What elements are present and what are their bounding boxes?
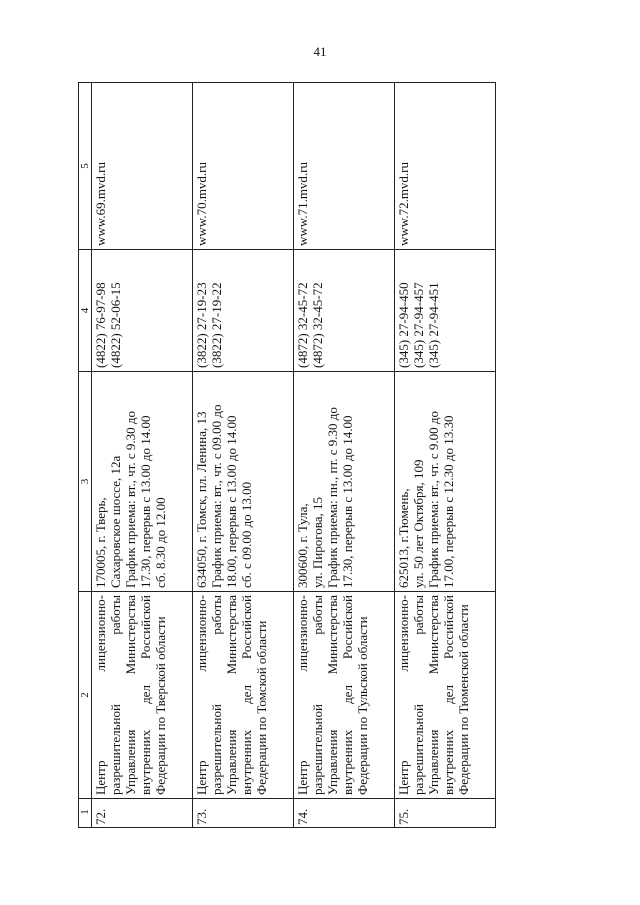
phone-numbers	[294, 250, 395, 372]
address-line: 300600, г. Тула,	[295, 503, 310, 588]
address-line: сб. с 09.00 до 13.00	[239, 481, 254, 588]
address-schedule	[395, 372, 496, 592]
address-line: График приема: вт., чт. с 09.00 до	[209, 404, 224, 588]
address-line: График приема: вт., чт. с 9.30 до	[123, 410, 138, 588]
organization-name: Центр лицензионно-разрешительной работы Управления Министерства внутренних дел Российской Федерации по Тверской области	[92, 592, 193, 799]
organization-name: Центр лицензионно-разрешительной работы Управления Министерства внутренних дел Российской Федерации по Тульской области	[294, 592, 395, 799]
address-line: График приема: пн., пт. с 9.30 до	[325, 407, 340, 588]
licensing-centers-table	[78, 82, 496, 828]
website: www.72.mvd.ru	[395, 83, 496, 250]
address-line: 170005, г. Тверь,	[93, 497, 108, 588]
phone-number: (345) 27-94-450	[396, 282, 411, 368]
address-line: 634050, г. Томск, пл. Ленина, 13	[194, 411, 209, 588]
column-number-4: 4	[79, 250, 92, 372]
rotated-table-container	[78, 90, 496, 828]
address-line: 625013, г.Тюмень,	[396, 488, 411, 588]
table-header-row	[79, 83, 92, 828]
page-number: 41	[313, 44, 327, 59]
table-row	[294, 83, 395, 828]
address-line: ул. 50 лет Октября, 109	[411, 459, 426, 588]
website: www.70.mvd.ru	[193, 83, 294, 250]
phone-numbers	[193, 250, 294, 372]
address-line: Сахаровское шоссе, 12а	[108, 455, 123, 588]
address-line: График приема: вт., чт. с 9.00 до	[426, 410, 441, 588]
website: www.69.mvd.ru	[92, 83, 193, 250]
website: www.71.mvd.ru	[294, 83, 395, 250]
address-line: 17.30, перерыв с 13.00 до 14.00	[340, 415, 355, 588]
phone-number: (4872) 32-45-72	[310, 282, 325, 368]
column-number-2: 2	[79, 592, 92, 799]
rotated-table	[78, 90, 496, 828]
address-line: сб. 8.30 до 12.00	[153, 497, 168, 588]
phone-number: (345) 27-94-451	[426, 282, 441, 368]
address-line: 17.00, перерыв с 12.30 до 13.30	[441, 415, 456, 588]
address-schedule	[92, 372, 193, 592]
phone-number: (3822) 27-19-22	[209, 282, 224, 368]
address-line: 18.00, перерыв с 13.00 до 14.00	[224, 415, 239, 588]
phone-numbers	[395, 250, 496, 372]
phone-number: (4822) 76-97-98	[93, 282, 108, 368]
phone-number: (3822) 27-19-23	[194, 282, 209, 368]
column-number-5: 5	[79, 83, 92, 250]
row-number: 75.	[395, 799, 496, 828]
row-number: 74.	[294, 799, 395, 828]
phone-number: (345) 27-94-457	[411, 282, 426, 368]
phone-numbers	[92, 250, 193, 372]
column-number-1: 1	[79, 799, 92, 828]
organization-name: Центр лицензионно-разрешительной работы Управления Министерства внутренних дел Российской Федерации по Тюменской области	[395, 592, 496, 799]
table-row	[193, 83, 294, 828]
row-number: 72.	[92, 799, 193, 828]
address-line: ул. Пирогова, 15	[310, 496, 325, 588]
column-number-3: 3	[79, 372, 92, 592]
row-number: 73.	[193, 799, 294, 828]
address-line: 17.30, перерыв с 13.00 до 14.00	[138, 415, 153, 588]
address-schedule	[193, 372, 294, 592]
organization-name: Центр лицензионно-разрешительной работы Управления Министерства внутренних дел Российской Федерации по Томской области	[193, 592, 294, 799]
phone-number: (4822) 52-06-15	[108, 282, 123, 368]
phone-number: (4872) 32-45-72	[295, 282, 310, 368]
address-schedule	[294, 372, 395, 592]
table-row	[395, 83, 496, 828]
table-row	[92, 83, 193, 828]
